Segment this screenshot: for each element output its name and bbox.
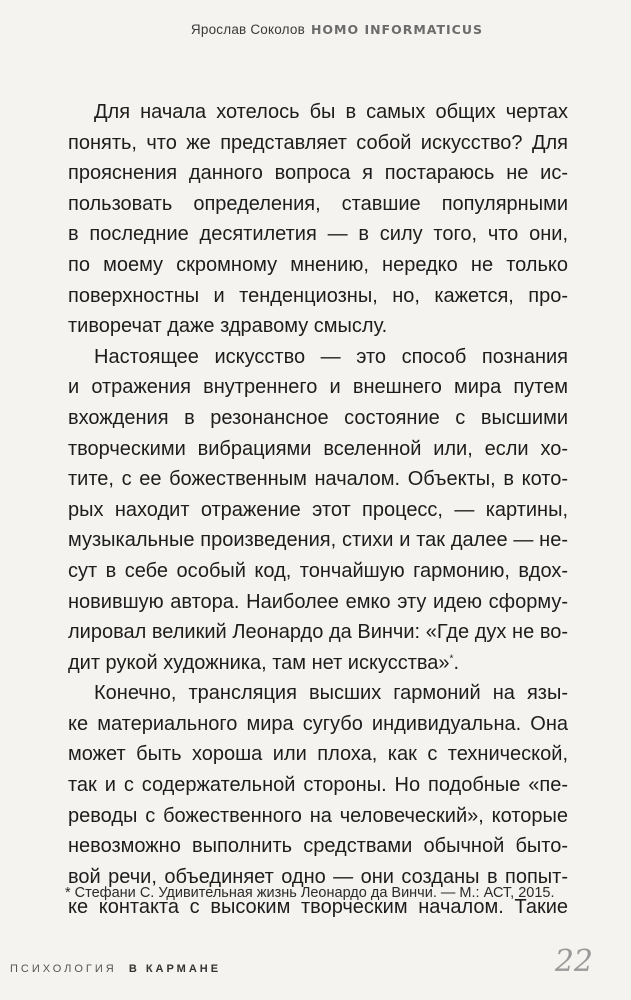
footer-series-bold: В КАРМАНЕ — [128, 963, 222, 975]
text-line: музыкальные произведения, стихи и так далее — не- — [68, 529, 568, 552]
paragraph — [68, 342, 568, 679]
text-line: поверхностны и тенденциозны, но, кажется, про- — [68, 284, 568, 307]
text-line: так и с содержательной стороны. Но подобные «пе- — [68, 774, 568, 797]
running-header — [191, 22, 483, 37]
text-line: невозможно выполнить средствами обычной быто- — [68, 835, 568, 858]
text-line: лировал великий Леонардо да Винчи: «Где дух не во- — [68, 621, 568, 644]
text-line: может быть хороша или плоха, как с технической, — [68, 743, 568, 766]
text-line: Настоящее искусство — это способ познания — [94, 345, 568, 368]
text-line: вой речи, объединяет одно — они созданы в попыт- — [68, 865, 568, 888]
text-line: и отражения внутреннего и внешнего мира путем — [68, 376, 568, 399]
footer-series-light: ПСИХОЛОГИЯ — [10, 963, 117, 975]
text-line: рых находит отражение этот процесс, — картины, — [68, 498, 568, 521]
body-text — [68, 97, 568, 923]
header-author: Ярослав Соколов — [190, 22, 305, 37]
footer-series — [10, 963, 221, 975]
text-line: тите, с ее божественным началом. Объекты, в кото- — [68, 468, 568, 491]
text-line: пользовать определения, ставшие популярными — [68, 192, 568, 215]
footnote-marker: * — [449, 653, 454, 665]
text-line: вхождения в резонансное состояние с высшими — [68, 406, 568, 429]
text-line: прояснения данного вопроса я постараюсь не ис- — [68, 162, 568, 185]
text-line: сут в себе особый код, тончайшую гармонию, вдох- — [68, 559, 568, 582]
paragraph — [68, 97, 568, 342]
page-number: 22 — [554, 944, 593, 979]
text-line: новившую автора. Наиболее емко эту идею сформу- — [68, 590, 568, 613]
text-line: ке материального мира сугубо индивидуальна. Она — [68, 712, 568, 735]
text-line: дит рукой художника, там нет искусства»*. — [68, 651, 459, 674]
text-line: реводы с божественного на человеческий», которые — [68, 804, 568, 827]
text-line: Для начала хотелось бы в самых общих чертах — [94, 101, 568, 123]
text-line: ке контакта с высоким творческим началом. Такие — [68, 896, 568, 919]
text-line-content: дит рукой художника, там нет искусства» — [68, 651, 450, 674]
text-line: понять, что же представляет собой искусство? Для — [68, 131, 568, 154]
text-line: Конечно, трансляция высших гармоний на язы- — [94, 682, 568, 705]
text-line: в последние десятилетия — в силу того, что они, — [68, 223, 568, 246]
text-line: тиворечат даже здравому смыслу. — [68, 315, 388, 338]
text-line: по моему скромному мнению, нередко не только — [68, 253, 568, 276]
header-series: HOMO INFORMATICUS — [310, 22, 483, 37]
footnote: * Стефани С. Удивительная жизнь Леонардо да Винчи. — М.: АСТ, 2015. — [65, 885, 555, 901]
text-line: творческими вибрациями вселенной или, если хо- — [68, 437, 568, 460]
